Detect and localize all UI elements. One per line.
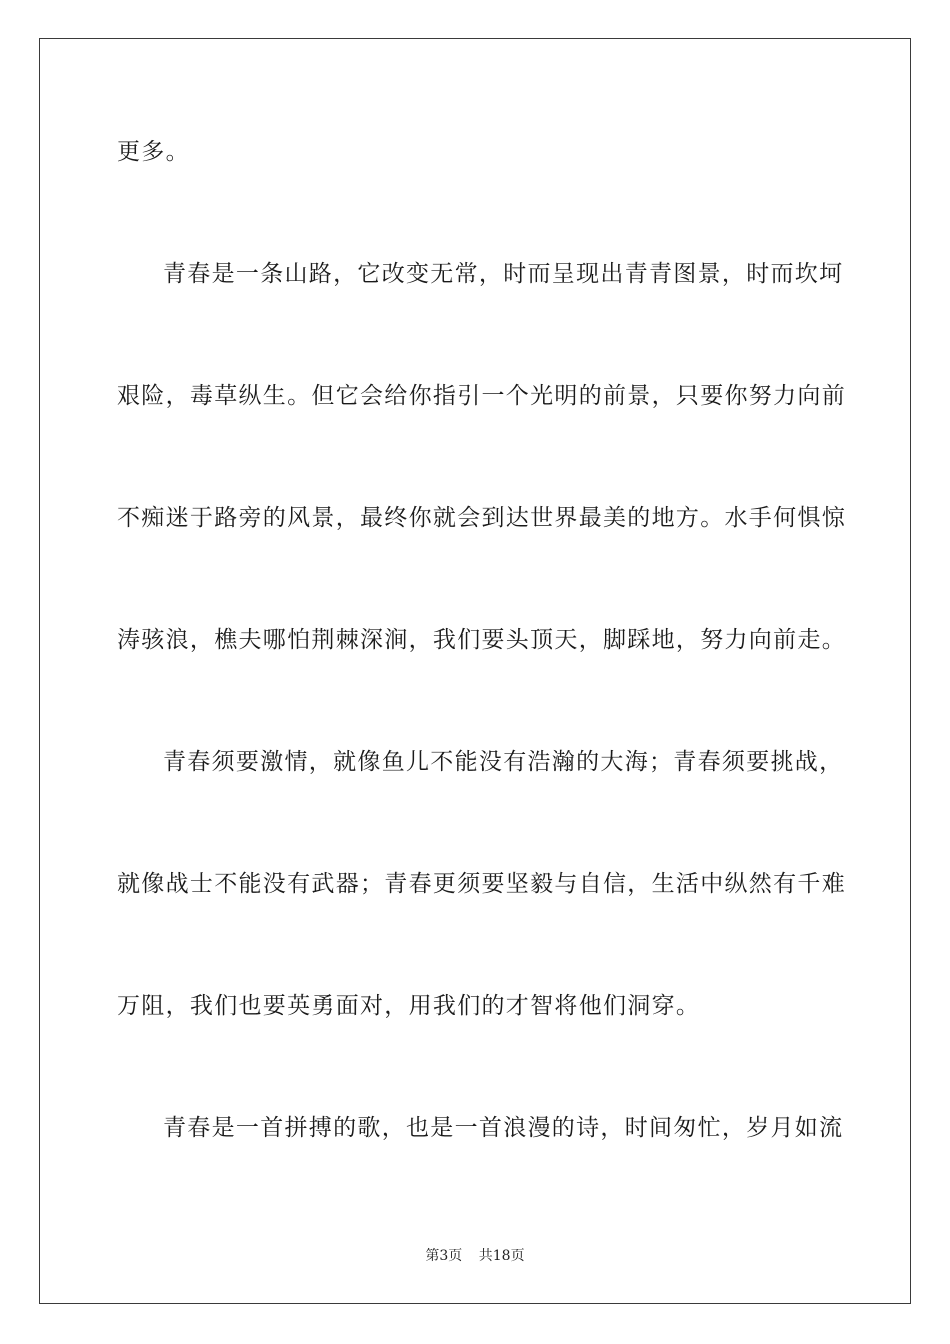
text-line-6: 青春须要激情，就像鱼儿不能没有浩瀚的大海；青春须要挑战， [163,749,844,775]
text-line-7: 就像战士不能没有武器；青春更须要坚毅与自信，生活中纵然有千难 [117,871,846,897]
page-footer [0,1247,950,1265]
text-line-3: 艰险，毒草纵生。但它会给你指引一个光明的前景，只要你努力向前 [117,383,846,409]
text-line-2: 青春是一条山路，它改变无常，时而呈现出青青图景，时而坎坷 [163,261,844,287]
page-number: 第3页 [425,1248,463,1264]
text-line-5: 涛骇浪，樵夫哪怕荆棘深涧，我们要头顶天，脚踩地，努力向前走。 [117,627,846,653]
text-line-8: 万阻，我们也要英勇面对，用我们的才智将他们洞穿。 [117,993,701,1019]
text-line-1: 更多。 [117,139,190,165]
text-line-9: 青春是一首拼搏的歌，也是一首浪漫的诗，时间匆忙，岁月如流 [163,1115,844,1141]
text-line-4: 不痴迷于路旁的风景，最终你就会到达世界最美的地方。水手何惧惊 [117,505,846,531]
page-total: 共18页 [478,1248,525,1264]
